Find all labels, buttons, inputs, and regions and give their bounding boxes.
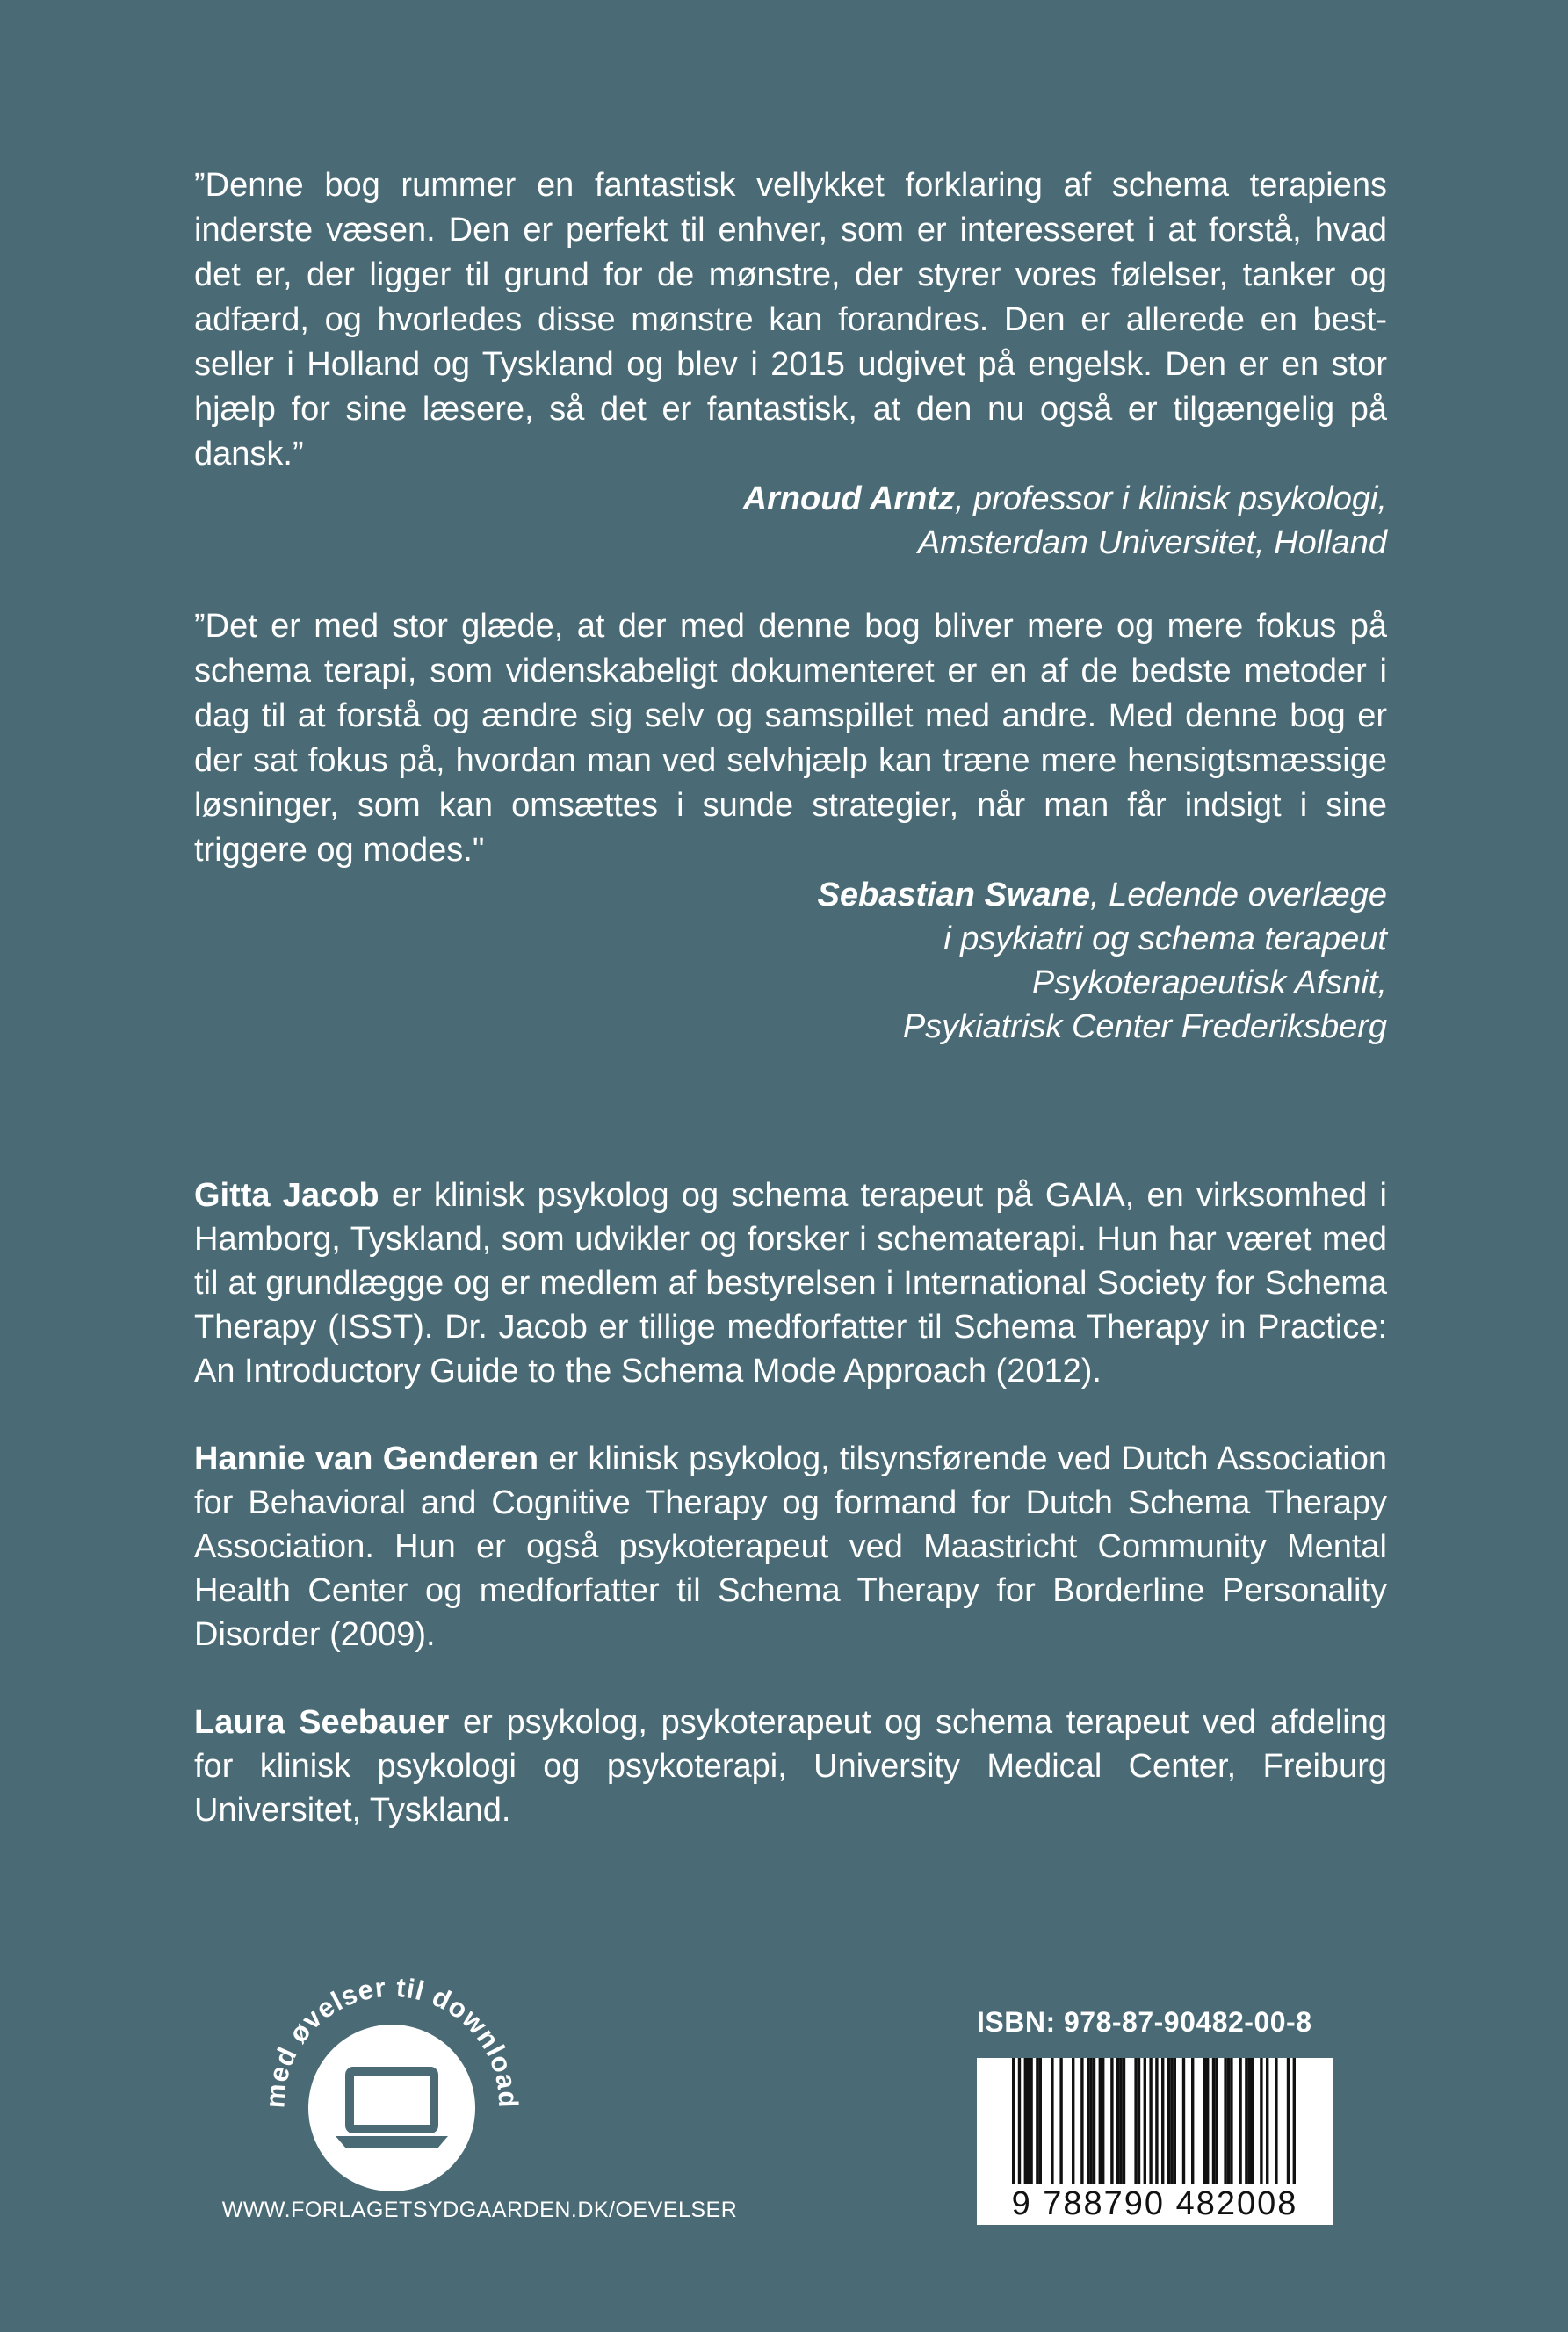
barcode-bar bbox=[1144, 2058, 1146, 2185]
author-bio-3 bbox=[194, 1700, 1387, 1832]
quote-role-line: Psykiatrisk Center Frederiksberg bbox=[902, 1008, 1387, 1045]
barcode-bar bbox=[1080, 2058, 1083, 2185]
barcode-bar bbox=[1051, 2058, 1053, 2185]
barcode-bar bbox=[1182, 2058, 1185, 2185]
barcode-bar bbox=[1024, 2058, 1027, 2185]
quote-text: ”Det er med stor glæde, at der med denne bog bliver mere og mere fokus på schema terapi, som videnskabeligt dokumenteret er en af de bedste metoder i dag til at forstå og ændre sig selv og samspillet med andre. Med denne bog er der sat fokus på, hvordan man ved selvhjælp kan træne mere hensigtsmæssige løsninger, som kan omsættes i sunde strategier, når man får indsigt i sine triggere og modes." bbox=[194, 608, 1387, 869]
author-bio-text: er klinisk psykolog og schema terapeut på GAIA, en virksomhed i Hamborg, Tyskland, som udvikler og forsker i schematerapi. Hun har været med til at grundlægge og er medlem af bestyrelsen i International Society for Schema Therapy (ISST). Dr. Jacob er tillige medforfatter til Schema Therapy in Practice: An Introductory Guide to the Schema Mode Approach (2012). bbox=[194, 1177, 1387, 1390]
barcode-bar bbox=[1161, 2058, 1164, 2185]
barcode-bar bbox=[1087, 2058, 1089, 2185]
barcode-bar bbox=[1275, 2058, 1277, 2185]
barcode-bar bbox=[1239, 2058, 1241, 2185]
quote-role-line: , Ledende overlæge bbox=[1089, 877, 1387, 913]
author-bio-2 bbox=[194, 1437, 1387, 1657]
quote-attribution bbox=[194, 477, 1387, 565]
quote-block-2 bbox=[194, 604, 1387, 1049]
barcode-bar bbox=[1245, 2058, 1247, 2185]
quote-role-line: i psykiatri og schema terapeut bbox=[943, 921, 1387, 957]
barcode-bar bbox=[1266, 2058, 1268, 2185]
author-name: Laura Seebauer bbox=[194, 1704, 450, 1741]
quote-attribution bbox=[194, 873, 1387, 1049]
barcode-bar bbox=[1167, 2058, 1170, 2185]
author-bio-1 bbox=[194, 1173, 1387, 1393]
barcode-bar bbox=[1224, 2058, 1226, 2185]
quote-block-1 bbox=[194, 163, 1387, 565]
barcode-bar bbox=[1248, 2058, 1251, 2185]
quote-role-line: Psykoterapeutisk Afsnit, bbox=[1031, 964, 1387, 1001]
barcode-bar bbox=[1230, 2058, 1232, 2185]
barcode-bar bbox=[1093, 2058, 1095, 2185]
barcode-bar bbox=[1116, 2058, 1119, 2185]
barcode-bar bbox=[1123, 2058, 1125, 2185]
barcode-bar bbox=[1027, 2058, 1030, 2185]
author-bio-text: er psykolog, psykoterapeut og schema terapeut ved afdeling for klinisk psykologi og psykoterapi, University Medical Center, Freiburg Universitet, Tyskland. bbox=[194, 1704, 1387, 1829]
barcode-bar bbox=[1260, 2058, 1262, 2185]
quote-role-line: Amsterdam Universitet, Holland bbox=[917, 524, 1387, 561]
barcode-bar bbox=[1039, 2058, 1042, 2185]
barcode-bar bbox=[1206, 2058, 1209, 2185]
download-badge-text: med øvelser til download bbox=[259, 1971, 524, 2110]
barcode-bar bbox=[1174, 2058, 1176, 2185]
barcode-bar bbox=[1030, 2058, 1032, 2185]
download-url[interactable]: WWW.FORLAGETSYDGAARDEN.DK/OEVELSER bbox=[221, 2198, 738, 2222]
barcode-bar bbox=[1089, 2058, 1092, 2185]
download-badge-graphic bbox=[251, 1950, 532, 2231]
barcode-bar bbox=[1110, 2058, 1113, 2185]
author-name: Gitta Jacob bbox=[194, 1177, 379, 1214]
quote-author: Arnoud Arntz bbox=[742, 480, 955, 517]
barcode-bar bbox=[1059, 2058, 1062, 2185]
author-bio-text: er klinisk psykolog, tilsynsførende ved Dutch Association for Behavioral and Cognitive Therapy og formand for Dutch Schema Therapy Association. Hun er også psykoterapeut ved Maastricht Community Mental Health Center og medforfatter til Schema Therapy for Borderline Personality Disorder (2009). bbox=[194, 1440, 1388, 1653]
author-name: Hannie van Genderen bbox=[194, 1440, 539, 1477]
barcode-bar bbox=[1203, 2058, 1206, 2185]
barcode-bar bbox=[1099, 2058, 1102, 2185]
barcode-bar bbox=[1191, 2058, 1194, 2185]
barcode-digits: 9 788790 482008 bbox=[977, 2184, 1333, 2224]
barcode-bar bbox=[1036, 2058, 1038, 2185]
isbn-label: ISBN: 978-87-90482-00-8 bbox=[977, 2006, 1312, 2038]
badge-circle bbox=[308, 2025, 475, 2191]
barcode-bar bbox=[1170, 2058, 1173, 2185]
quote-author: Sebastian Swane bbox=[817, 877, 1090, 913]
barcode bbox=[977, 2058, 1333, 2225]
barcode-bar bbox=[1102, 2058, 1104, 2185]
barcode-bar bbox=[1215, 2058, 1218, 2185]
quote-role-line: , professor i klinisk psykologi, bbox=[954, 480, 1387, 517]
barcode-bar bbox=[1138, 2058, 1140, 2185]
quote-text: ”Denne bog rummer en fantastisk vellykket forklaring af schema terapiens inderste væsen. Den er perfekt til enhver, som er interesseret i at forstå, hvad det er, der ligger til grund for de mønstre, der styrer vores følelser, tanker og adfærd, og hvorledes disse mønstre kan forandres. Den er allerede en bestseller i Holland og Tyskland og blev i 2015 udgivet på engelsk. Den er en stor hjælp for sine læsere, så det er fantastisk, at den nu også er tilgængelig på dansk.” bbox=[194, 167, 1387, 473]
barcode-bar bbox=[1072, 2058, 1074, 2185]
barcode-bar bbox=[1251, 2058, 1254, 2185]
barcode-bar bbox=[1212, 2058, 1215, 2185]
barcode-bar bbox=[1227, 2058, 1230, 2185]
barcode-bar bbox=[1119, 2058, 1122, 2185]
barcode-bar bbox=[1134, 2058, 1137, 2185]
download-badge bbox=[251, 1950, 532, 2231]
